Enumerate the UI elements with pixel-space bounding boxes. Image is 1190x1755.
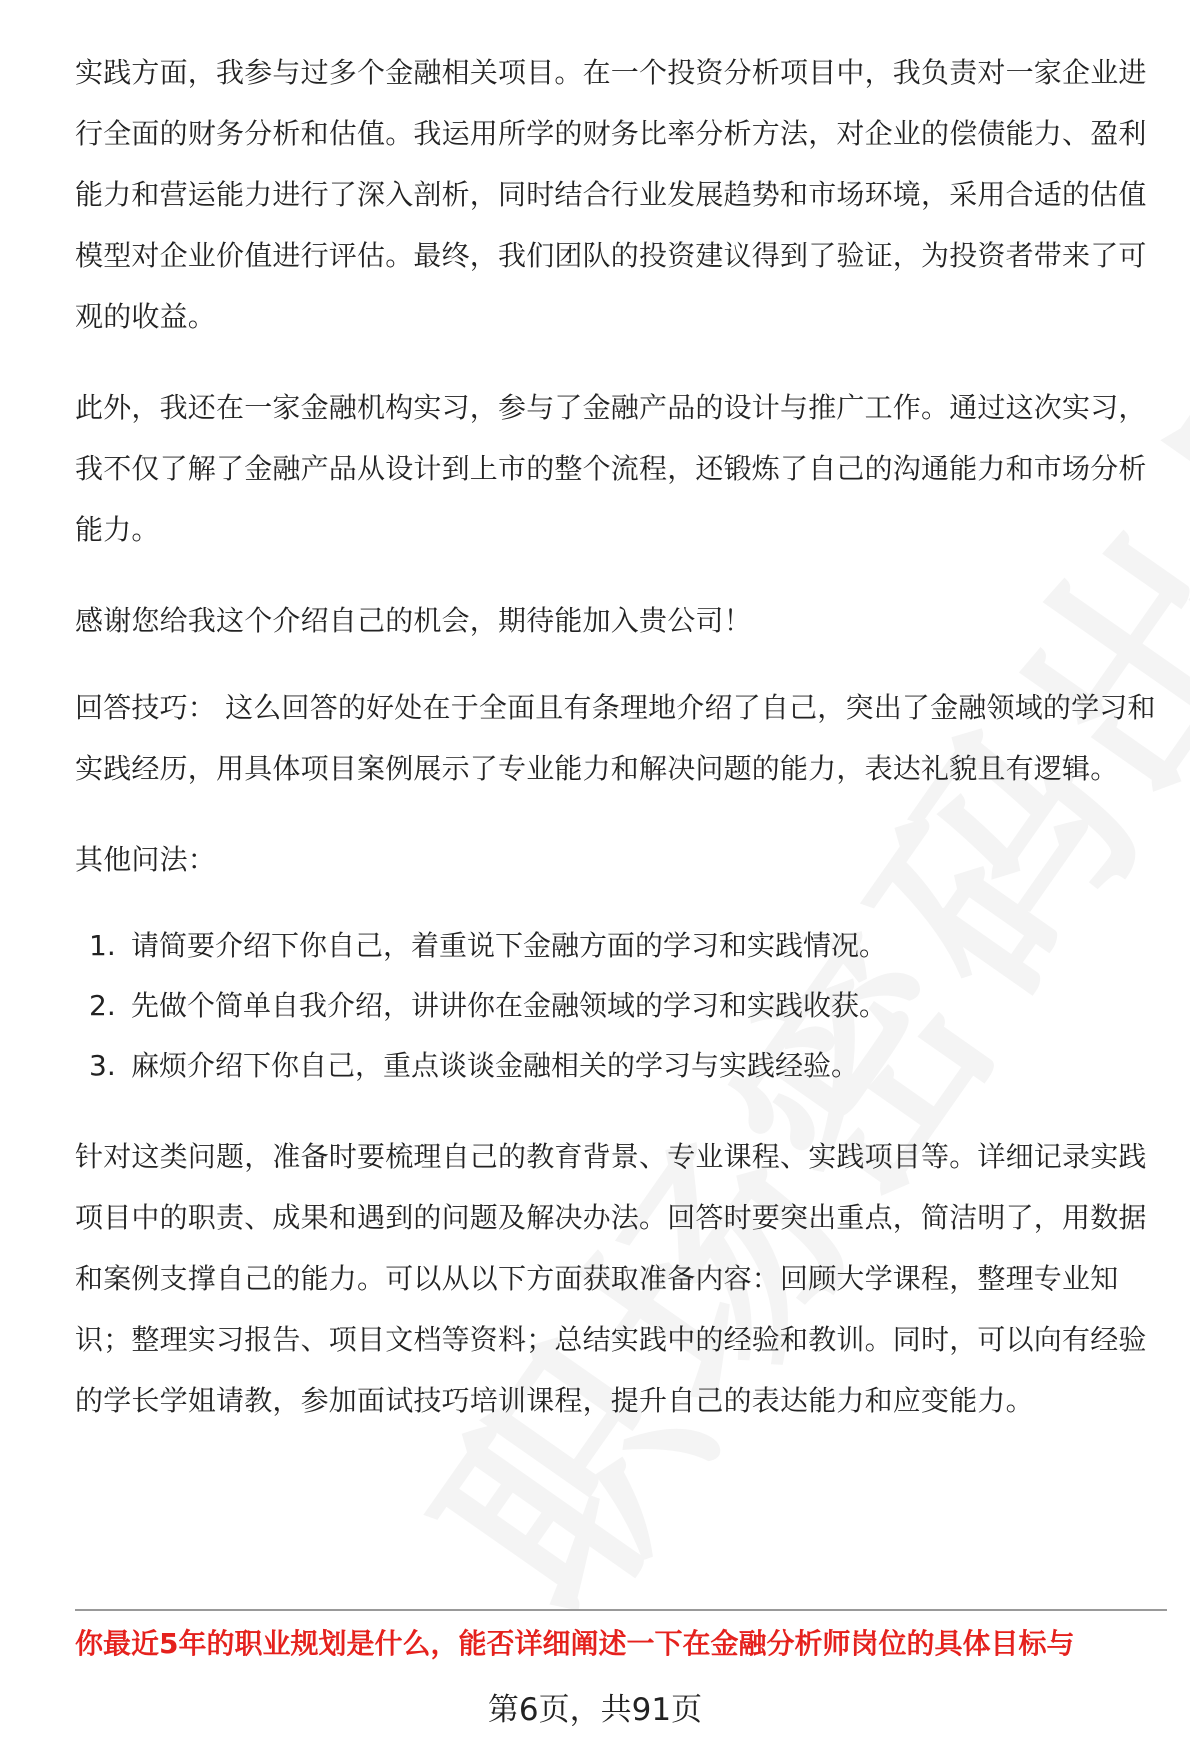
document-body — [75, 42, 1167, 1461]
paragraph-advice: 针对这类问题，准备时要梳理自己的教育背景、专业课程、实践项目等。详细记录实践项目中的职责、成果和遇到的问题及解决办法。回答时要突出重点，简洁明了，用数据和案例支撑自己的能力。可以从以下方面获取准备内容：回顾大学课程，整理专业知识；整理实习报告、项目文档等资料；总结实践中的经验和教训。同时，可以向有经验的学长学姐请教，参加面试技巧培训课程，提升自己的表达能力和应变能力。 — [75, 1140, 1147, 1417]
paragraph-internship: 此外，我还在一家金融机构实习，参与了金融产品的设计与推广工作。通过这次实习，我不仅了解了金融产品从设计到上市的整个流程，还锻炼了自己的沟通能力和市场分析能力。 — [75, 391, 1147, 546]
list-item — [89, 1036, 1167, 1096]
section-divider — [75, 1609, 1167, 1611]
list-number: 2. — [89, 989, 116, 1022]
list-text: 请简要介绍下你自己，着重说下金融方面的学习和实践情况。 — [131, 929, 888, 962]
list-text: 麻烦介绍下你自己，重点谈谈金融相关的学习与实践经验。 — [131, 1049, 860, 1082]
list-item — [89, 916, 1167, 976]
alt-questions-list — [75, 916, 1167, 1096]
paragraph-practice: 实践方面，我参与过多个金融相关项目。在一个投资分析项目中，我负责对一家企业进行全面的财务分析和估值。我运用所学的财务比率分析方法，对企业的偿债能力、盈利能力和营运能力进行了深入剖析，同时结合行业发展趋势和市场环境，采用合适的估值模型对企业价值进行评估。最终，我们团队的投资建议得到了验证，为投资者带来了可观的收益。 — [75, 56, 1147, 333]
list-number: 1. — [89, 929, 116, 962]
paragraph-thanks: 感谢您给我这个介绍自己的机会，期待能加入贵公司！ — [75, 604, 752, 637]
list-text: 先做个简单自我介绍，讲讲你在金融领域的学习和实践收获。 — [131, 989, 888, 1022]
list-number: 3. — [89, 1049, 116, 1082]
other-questions-heading: 其他问法： — [75, 843, 217, 876]
list-item — [89, 976, 1167, 1036]
next-question-heading: 你最近5年的职业规划是什么，能否详细阐述一下在金融分析师岗位的具体目标与 — [75, 1627, 1075, 1660]
page-number: 第6页，共91页 — [487, 1692, 703, 1728]
paragraph-tips: 回答技巧： 这么回答的好处在于全面且有条理地介绍了自己，突出了金融领域的学习和实践经历，用具体项目案例展示了专业能力和解决问题的能力，表达礼貌且有逻辑。 — [75, 691, 1156, 785]
